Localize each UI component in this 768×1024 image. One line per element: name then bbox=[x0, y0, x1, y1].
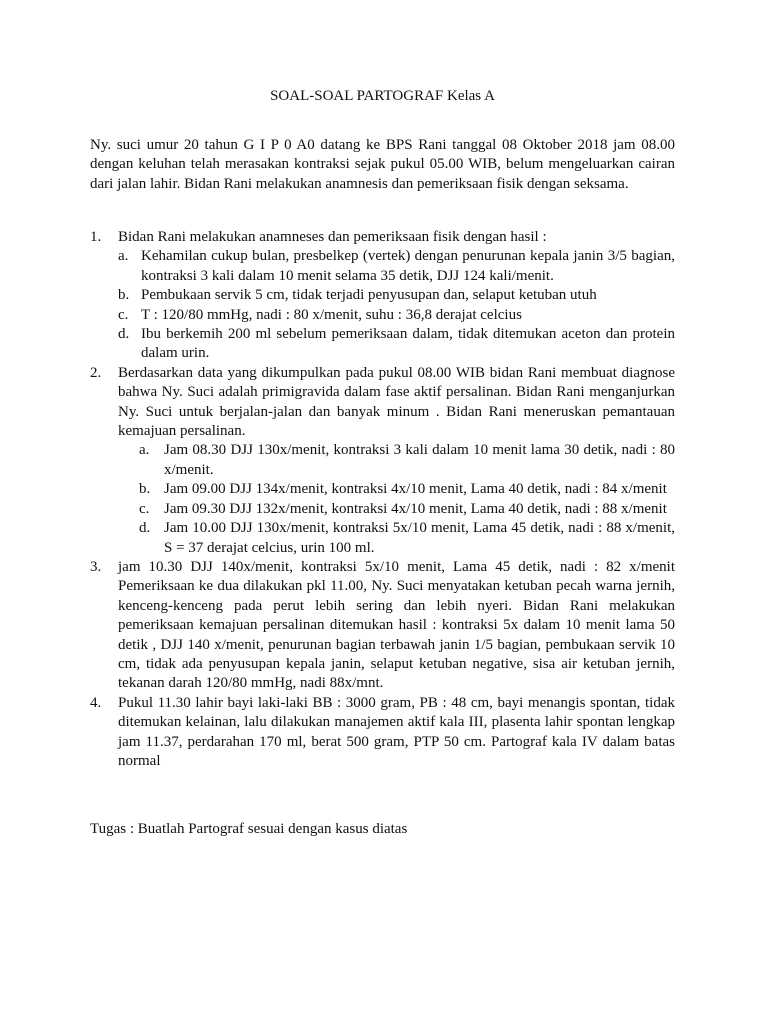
question-number: 2. bbox=[90, 364, 102, 381]
question-item-1 bbox=[90, 228, 675, 364]
question-list bbox=[90, 228, 675, 771]
sub-text: Jam 09.00 DJJ 134x/menit, kontraksi 4x/10 menit, Lama 40 detik, nadi : 84 x/menit bbox=[164, 481, 667, 498]
sub-letter: c. bbox=[118, 306, 129, 323]
question-text: Bidan Rani melakukan anamneses dan pemeriksaan fisik dengan hasil : bbox=[118, 229, 547, 245]
question-item-4 bbox=[90, 694, 675, 772]
question-item-3 bbox=[90, 558, 675, 694]
sub-text: Jam 09.30 DJJ 132x/menit, kontraksi 4x/10 menit, Lama 40 detik, nadi : 88 x/menit bbox=[164, 500, 667, 517]
sub-letter: d. bbox=[118, 326, 130, 343]
sub-text: Jam 10.00 DJJ 130x/menit, kontraksi 5x/10 menit, Lama 45 detik, nadi : 88 x/menit, S = 37 derajat celcius, urin 100 ml. bbox=[164, 520, 675, 556]
sub-item-a bbox=[118, 247, 675, 286]
sub-item-c bbox=[118, 306, 675, 325]
sub-item-b bbox=[118, 286, 675, 305]
question-text: jam 10.30 DJJ 140x/menit, kontraksi 5x/10 menit, Lama 45 detik, nadi : 82 x/menit Pemeriksaan ke dua dilakukan pkl 11.00, Ny. Suci menyatakan ketuban pecah warna jernih, kenceng-kenceng pada perut lebih sering dan lebih nyeri. Bidan Rani melakukan pemeriksaan kemajuan persalinan ditemukan hasil : kontraksi 5x dalam 10 menit lama 50 detik , DJJ 140 x/menit, penurunan bagian terbawah janin 1/5 bagian, pembukaan servik 10 cm, tidak ada penyusupan kepala janin, selaput ketuban negative, sisa air ketuban jernih, tekanan darah 120/80 mmHg, nadi 88x/mnt. bbox=[118, 558, 675, 692]
sub-text: Kehamilan cukup bulan, presbelkep (vertek) dengan penurunan kepala janin 3/5 bagian, kontraksi 3 kali dalam 10 menit selama 35 detik, DJJ 124 kali/menit. bbox=[141, 248, 675, 284]
task-instruction: Tugas : Buatlah Partograf sesuai dengan kasus diatas bbox=[90, 821, 408, 837]
sub-text: Ibu berkemih 200 ml sebelum pemeriksaan dalam, tidak ditemukan aceton dan protein dalam urin. bbox=[141, 326, 675, 362]
sub-letter: a. bbox=[139, 442, 150, 459]
sub-item-d bbox=[139, 519, 675, 558]
sub-letter: c. bbox=[139, 500, 150, 517]
intro-paragraph: Ny. suci umur 20 tahun G I P 0 A0 datang ke BPS Rani tanggal 08 Oktober 2018 jam 08.00 dengan keluhan telah merasakan kontraksi sejak pukul 05.00 WIB, belum mengeluarkan cairan dari jalan lahir. Bidan Rani melakukan anamnesis dan pemeriksaan fisik dengan seksama. bbox=[90, 137, 675, 192]
question-text: Berdasarkan data yang dikumpulkan pada pukul 08.00 WIB bidan Rani membuat diagnose bahwa Ny. Suci adalah primigravida dalam fase aktif persalinan. Bidan Rani menganjurkan Ny. Suci untuk berjalan-jalan dan banyak minum . Bidan Rani meneruskan pemantauan kemajuan persalinan. bbox=[118, 364, 675, 440]
sub-letter: a. bbox=[118, 248, 129, 265]
sub-text: T : 120/80 mmHg, nadi : 80 x/menit, suhu : 36,8 derajat celcius bbox=[141, 306, 522, 323]
sub-item-c bbox=[139, 500, 675, 519]
sub-item-b bbox=[139, 480, 675, 499]
sub-letter: d. bbox=[139, 520, 151, 537]
sub-text: Pembukaan servik 5 cm, tidak terjadi penyusupan dan, selaput ketuban utuh bbox=[141, 287, 597, 304]
question-number: 4. bbox=[90, 694, 102, 711]
question-number: 3. bbox=[90, 558, 102, 575]
sub-list bbox=[118, 441, 675, 557]
sub-letter: b. bbox=[139, 481, 151, 498]
sub-letter: b. bbox=[118, 287, 130, 304]
document-title: SOAL-SOAL PARTOGRAF Kelas A bbox=[270, 88, 495, 104]
question-text: Pukul 11.30 lahir bayi laki-laki BB : 3000 gram, PB : 48 cm, bayi menangis spontan, tidak ditemukan kelainan, lalu dilakukan manajemen aktif kala III, plasenta lahir spontan lengkap jam 11.37, perdarahan 170 ml, berat 500 gram, PTP 50 cm. Partograf kala IV dalam batas normal bbox=[118, 694, 675, 769]
question-number: 1. bbox=[90, 229, 102, 245]
sub-text: Jam 08.30 DJJ 130x/menit, kontraksi 3 kali dalam 10 menit lama 30 detik, nadi : 80 x/menit. bbox=[164, 442, 675, 478]
sub-item-d bbox=[118, 325, 675, 364]
sub-item-a bbox=[139, 441, 675, 480]
sub-list bbox=[118, 247, 675, 363]
question-item-2 bbox=[90, 364, 675, 558]
